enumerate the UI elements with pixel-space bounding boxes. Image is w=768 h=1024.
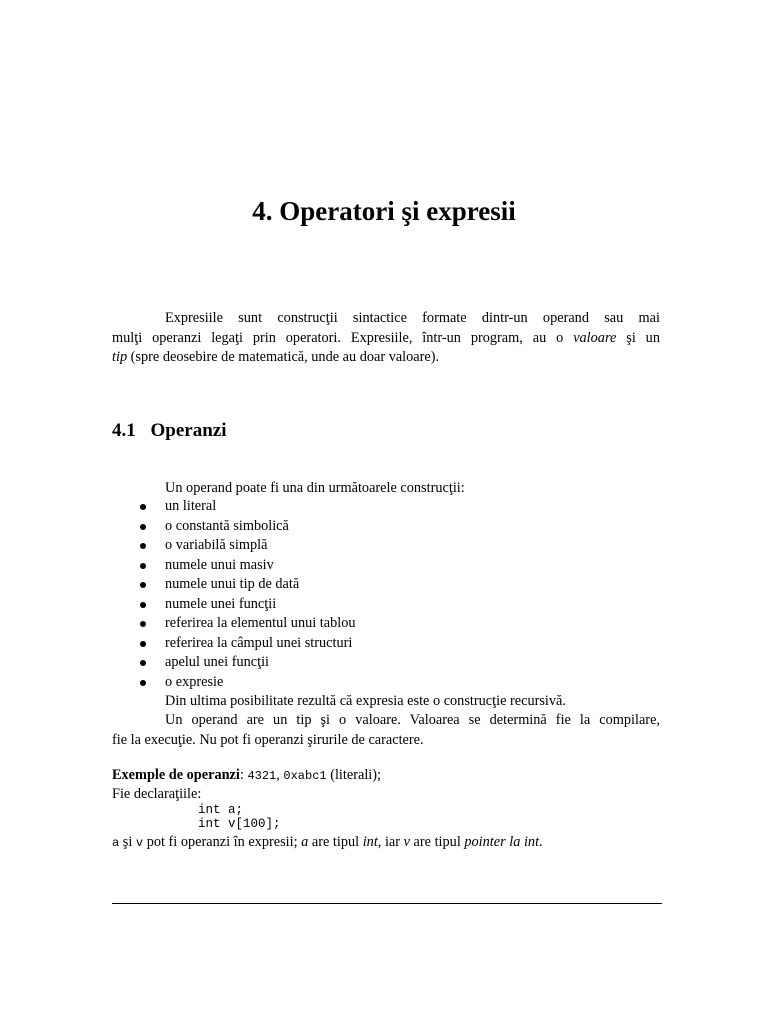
intro-text-2-end: şi un — [626, 329, 660, 346]
bullet-icon — [140, 660, 146, 666]
operand-line-1 — [112, 711, 660, 731]
intro-em-tip: tip — [112, 349, 128, 365]
intro-text-3: (spre deosebire de matematică, unde au doar valoare). — [130, 349, 440, 365]
intro-em-valoare: valoare — [573, 329, 617, 346]
final-are-tipul-2: are tipul — [413, 834, 461, 850]
list-item-label: o constantă simbolică — [165, 517, 289, 534]
section-number: 4.1 — [112, 420, 136, 441]
examples-colon: : — [239, 767, 244, 783]
section-title: Operanzi — [150, 420, 227, 441]
list-item-label: referirea la câmpul unei structuri — [165, 634, 353, 651]
final-code-v: v — [135, 836, 144, 850]
lead-text: Un operand poate fi una din următoarele construcţii: — [165, 480, 465, 496]
bullet-icon — [140, 680, 146, 686]
list-item-label: referirea la elementul unui tablou — [165, 615, 356, 631]
final-em-a: a — [301, 834, 309, 850]
bullet-icon — [140, 602, 146, 608]
bullet-icon — [140, 641, 146, 647]
operand-line-2: fie la execuţie. Nu pot fi operanzi şirurile de caractere. — [112, 731, 424, 748]
list-item-label: o expresie — [165, 673, 224, 690]
list-item — [112, 536, 356, 556]
list-item — [112, 595, 356, 615]
list-item — [112, 497, 356, 517]
example-literal-2: 0xabc1 — [283, 769, 327, 783]
final-em-pointer: pointer la int — [464, 834, 540, 850]
intro-paragraph — [112, 309, 660, 368]
section-heading — [112, 420, 227, 442]
list-item — [112, 556, 356, 576]
after-list-text: Din ultima posibilitate rezultă că expresia este o construcţie recursivă. — [165, 693, 566, 709]
final-em-v: v — [403, 834, 410, 850]
list-item — [112, 575, 356, 595]
intro-line-2 — [112, 329, 660, 349]
list-item — [112, 634, 356, 654]
intro-text-1: Expresiile sunt construcţii sintactice formate dintr-un operand sau mai — [165, 310, 660, 326]
list-item — [112, 614, 356, 634]
final-si: şi — [122, 834, 133, 850]
intro-line-3 — [112, 348, 660, 368]
examples-comma: , — [276, 767, 280, 783]
examples-label: Exemple de operanzi — [112, 767, 240, 783]
final-em-int: int — [362, 834, 378, 850]
operand-list — [112, 497, 356, 692]
bullet-icon — [140, 563, 146, 569]
bullet-icon — [140, 524, 146, 530]
list-item-label: numele unui tip de dată — [165, 576, 300, 592]
final-code-a: a — [112, 836, 120, 850]
operand-paragraph — [112, 711, 660, 750]
examples-suffix: (literali); — [330, 767, 382, 783]
examples-line — [112, 766, 660, 787]
bullet-icon — [140, 504, 146, 510]
chapter-title: 4. Operatori şi expresii — [252, 196, 516, 226]
declarations-intro: Fie declaraţiile: — [112, 786, 202, 802]
example-literal-1: 4321 — [247, 769, 277, 783]
list-item-label: o variabilă simplă — [165, 537, 268, 553]
list-item — [112, 517, 356, 537]
final-sentence — [112, 833, 660, 854]
list-item — [112, 673, 356, 693]
bullet-icon — [140, 543, 146, 549]
list-item-label: numele unei funcţii — [165, 595, 277, 612]
list-item — [112, 653, 356, 673]
final-mid: pot fi operanzi în expresii; — [146, 834, 298, 850]
final-iar: , iar — [377, 834, 401, 850]
operand-text-1: Un operand are un tip şi o valoare. Valoarea se determină fie la compilare, — [165, 712, 660, 728]
final-are-tipul: are tipul — [311, 834, 360, 850]
list-item-label: apelul unei funcţii — [165, 654, 270, 670]
footer-rule — [112, 903, 662, 904]
bullet-icon — [140, 621, 146, 627]
code-line-2: int v[100]; — [198, 817, 281, 831]
intro-text-2: mulţi operanzi legaţi prin operatori. Expresiile, într-un program, au o — [112, 329, 564, 346]
list-item-label: numele unui masiv — [165, 556, 274, 573]
final-end: . — [539, 834, 543, 850]
list-item-label: un literal — [165, 498, 217, 514]
intro-line-1 — [112, 309, 660, 329]
code-line-1: int a; — [198, 803, 244, 817]
bullet-icon — [140, 582, 146, 588]
